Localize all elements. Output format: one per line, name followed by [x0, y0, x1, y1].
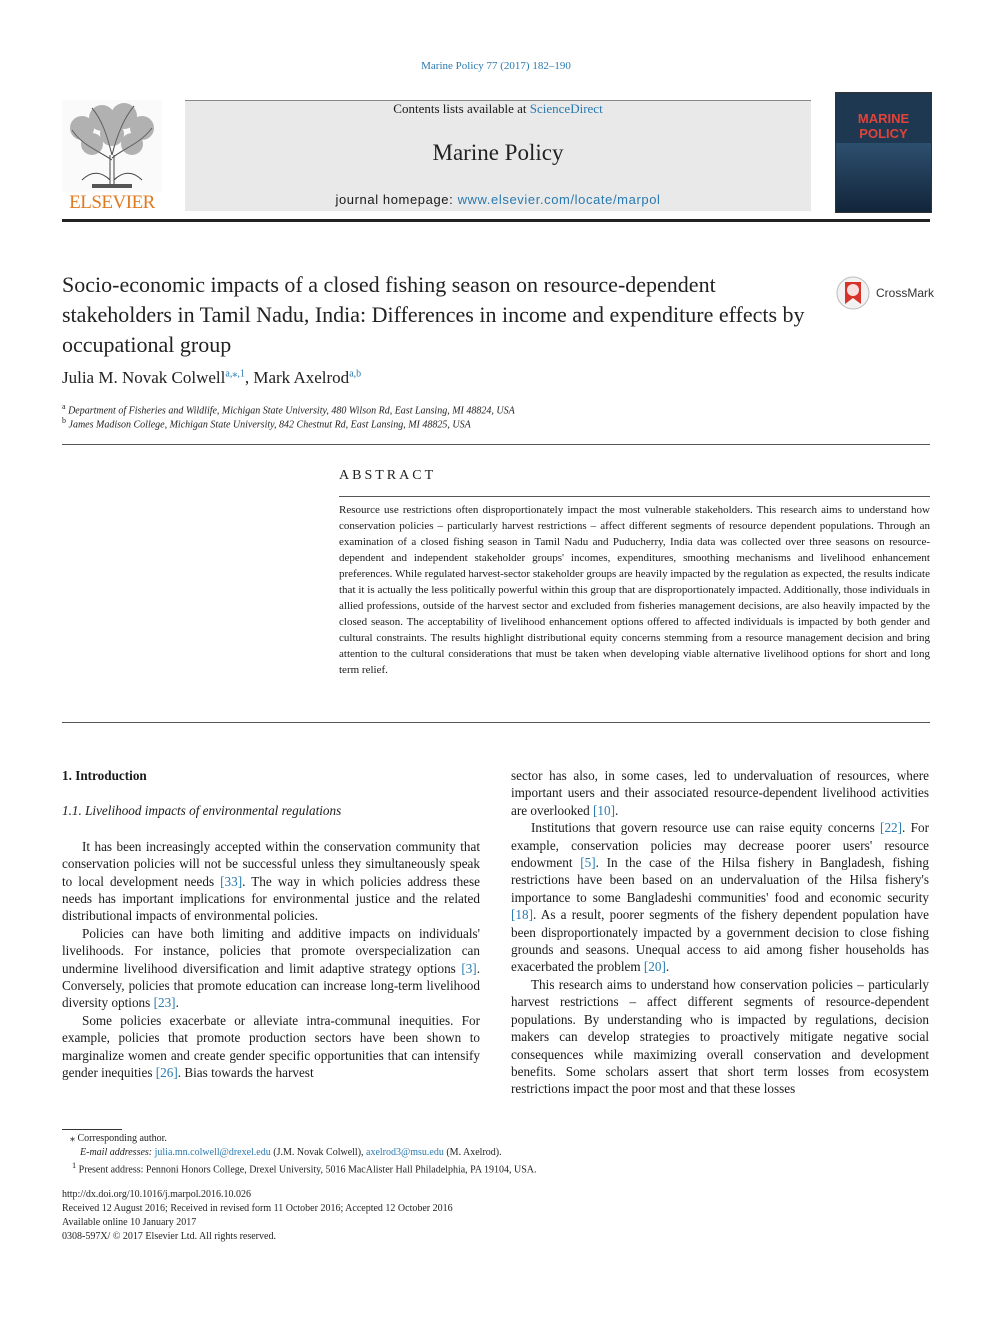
journal-reference[interactable]: Marine Policy 77 (2017) 182–190 — [421, 60, 571, 72]
citation-link[interactable]: [23] — [153, 995, 176, 1011]
citation-link[interactable]: [33] — [220, 873, 243, 889]
contents-prefix: Contents lists available at — [393, 101, 530, 116]
paragraph: It has been increasingly accepted within the conservation community that conservation policies will not be successful unless they simultaneously speak to local development needs [33]. The way in which policies address these needs has important implications for environmental justice and the related distributional impacts of environmental policies. — [62, 838, 480, 924]
section-heading: 1. Introduction — [62, 768, 147, 783]
author-name[interactable]: Julia M. Novak Colwell — [62, 368, 226, 387]
footnote-emails: E-mail addresses: julia.mn.colwell@drexel.edu (J.M. Novak Colwell), axelrod3@msu.edu (M. Axelrod). — [80, 1147, 502, 1158]
available-online: Available online 10 January 2017 — [62, 1217, 197, 1228]
contents-line — [185, 101, 811, 117]
header-rule — [62, 219, 930, 222]
footnote-rule — [62, 1129, 122, 1130]
paragraph: Institutions that govern resource use can raise equity concerns [22]. For example, conservation policies may decrease poorer users' resource endowment [5]. In the case of the Hilsa fishery in Bangladesh, fishing restrictions have been based on an undervaluation of the Hilsa fishery's importance to some Bangladeshi communities' food and economic security [18]. As a result, poorer segments of the fishery dependent population have been disproportionately impacted by a government decision to close fishing grounds and seasons. Unequal access to aid among fisher households has exacerbated the problem [20]. — [511, 820, 929, 975]
paragraph: This research aims to understand how conservation policies – particularly harvest restrictions – affect different segments of resource-dependent populations. By understanding who is impacted by regulations, decision makers can develop strategies to proactively mitigate negative social consequences while maximizing overall conservation and development benefits. Some scholars assert that short term losses from ecosystem restrictions impact the poor most and that these losses — [511, 976, 929, 1097]
paragraph: Some policies exacerbate or alleviate intra-communal inequities. For example, policies that promote production sectors have been shown to marginalize women and create gender specific opportunities that can intensify gender inequities [26]. Bias towards the harvest — [62, 1012, 480, 1081]
divider — [62, 444, 930, 445]
journal-cover-thumbnail[interactable] — [835, 92, 932, 213]
citation-link[interactable]: [22] — [880, 820, 903, 836]
email-link[interactable]: julia.mn.colwell@drexel.edu — [154, 1147, 271, 1158]
crossmark-label: CrossMark — [876, 286, 935, 300]
affiliation-mark: b — [62, 416, 66, 425]
divider — [62, 722, 930, 723]
email-label: E-mail addresses: — [80, 1147, 155, 1158]
doi-link[interactable]: http://dx.doi.org/10.1016/j.marpol.2016.10.026 — [62, 1189, 251, 1200]
body-column-right — [511, 767, 929, 1098]
crossmark-icon — [836, 276, 870, 310]
author-separator: , — [244, 368, 254, 387]
affiliation — [62, 416, 471, 430]
affiliation-text: Department of Fisheries and Wildlife, Michigan State University, 480 Wilson Rd, East Lansing, MI 48824, USA — [68, 405, 515, 417]
subsection-heading: 1.1. Livelihood impacts of environmental regulations — [62, 803, 342, 819]
homepage-line — [185, 192, 811, 207]
citation-link[interactable]: [18] — [511, 907, 533, 923]
copyright: 0308-597X/ © 2017 Elsevier Ltd. All rights reserved. — [62, 1231, 276, 1242]
cover-title-line2: POLICY — [859, 126, 908, 141]
journal-name: Marine Policy — [432, 140, 564, 165]
body-column-left — [62, 767, 480, 1082]
abstract-heading: ABSTRACT — [339, 468, 437, 483]
footnote-corresponding: ⁎ Corresponding author. — [70, 1133, 167, 1144]
email-link[interactable]: axelrod3@msu.edu — [366, 1147, 444, 1158]
sciencedirect-link[interactable]: ScienceDirect — [529, 101, 603, 116]
author-name[interactable]: Mark Axelrod — [253, 368, 350, 387]
author-marks[interactable]: a,⁎,1 — [225, 368, 245, 380]
homepage-link[interactable]: www.elsevier.com/locate/marpol — [457, 192, 661, 207]
footnote-mark: 1 — [72, 1161, 77, 1170]
received-dates: Received 12 August 2016; Received in revised form 11 October 2016; Accepted 12 October 2016 — [62, 1203, 453, 1214]
paper-title: Socio-economic impacts of a closed fishing season on resource-dependent stakeholders in Tamil Nadu, India: Differences in income and expenditure effects by occupational group — [62, 272, 805, 357]
cover-title-line1: MARINE — [857, 111, 910, 126]
paragraph: sector has also, in some cases, led to undervaluation of resources, where important users and their associated resource-dependent livelihood activities are overlooked [10]. — [511, 768, 929, 818]
citation-link[interactable]: [26] — [155, 1065, 178, 1081]
affiliation — [62, 402, 515, 416]
divider — [339, 496, 930, 497]
cover-image — [836, 143, 931, 212]
affiliation-text: James Madison College, Michigan State University, 842 Chestnut Rd, East Lansing, MI 48825, USA — [68, 419, 471, 431]
cover-title — [836, 111, 931, 141]
author-marks[interactable]: a,b — [349, 368, 362, 380]
author-list — [62, 368, 361, 388]
citation-link[interactable]: [3] — [461, 960, 477, 976]
citation-link[interactable]: [5] — [580, 855, 596, 871]
affiliation-mark: a — [62, 402, 66, 411]
abstract-text: Resource use restrictions often disproportionately impact the most vulnerable stakeholders. This research aims to understand how conservation policies – particularly harvest restrictions – affect different segments of resource dependent populations. Through an examination of a closed fishing season in Tamil Nadu and Puducherry, India data was collected over three seasons on resource-dependent and independent stakeholder groups' incomes, expenditures, smoothing mechanisms and livelihood enhancement preferences. While regulated harvest-sector stakeholder groups are heavily impacted by the regulation as expected, the results indicate that it is actually the less politically powerful within this group that are disproportionately impacted. Additionally, those individuals in allied professions, outside of the harvest sector and excluded from fisheries management decisions, are also heavily impacted by the closed season. The acceptability of livelihood enhancement options offered to affected individuals is impacted by both gender and cultural constraints. The results highlight distributional equity concerns stemming from a resource management decision and bring attention to the cultural considerations that must be taken when developing viable alternative livelihood options for short and long term relief. — [339, 504, 930, 676]
crossmark-badge[interactable] — [836, 276, 946, 312]
footnote-mark: ⁎ — [70, 1133, 75, 1144]
footnote-present-address: $^1$ Present address: Pennoni Honors College, Drexel University, 5016 MacAlister Hall Philadelphia, PA 19104, USA. — [72, 1161, 537, 1176]
citation-link[interactable]: [10] — [593, 802, 616, 818]
elsevier-wordmark: ELSEVIER — [69, 192, 155, 213]
paragraph: Policies can have both limiting and additive impacts on individuals' livelihoods. For instance, policies that promote overspecialization can undermine livelihood diversification and limit adaptive strategy options [3]. Conversely, policies that promote education can increase long-term livelihood diversity options [23]. — [62, 925, 480, 1011]
citation-link[interactable]: [20] — [643, 959, 666, 975]
homepage-prefix: journal homepage: — [335, 192, 458, 207]
